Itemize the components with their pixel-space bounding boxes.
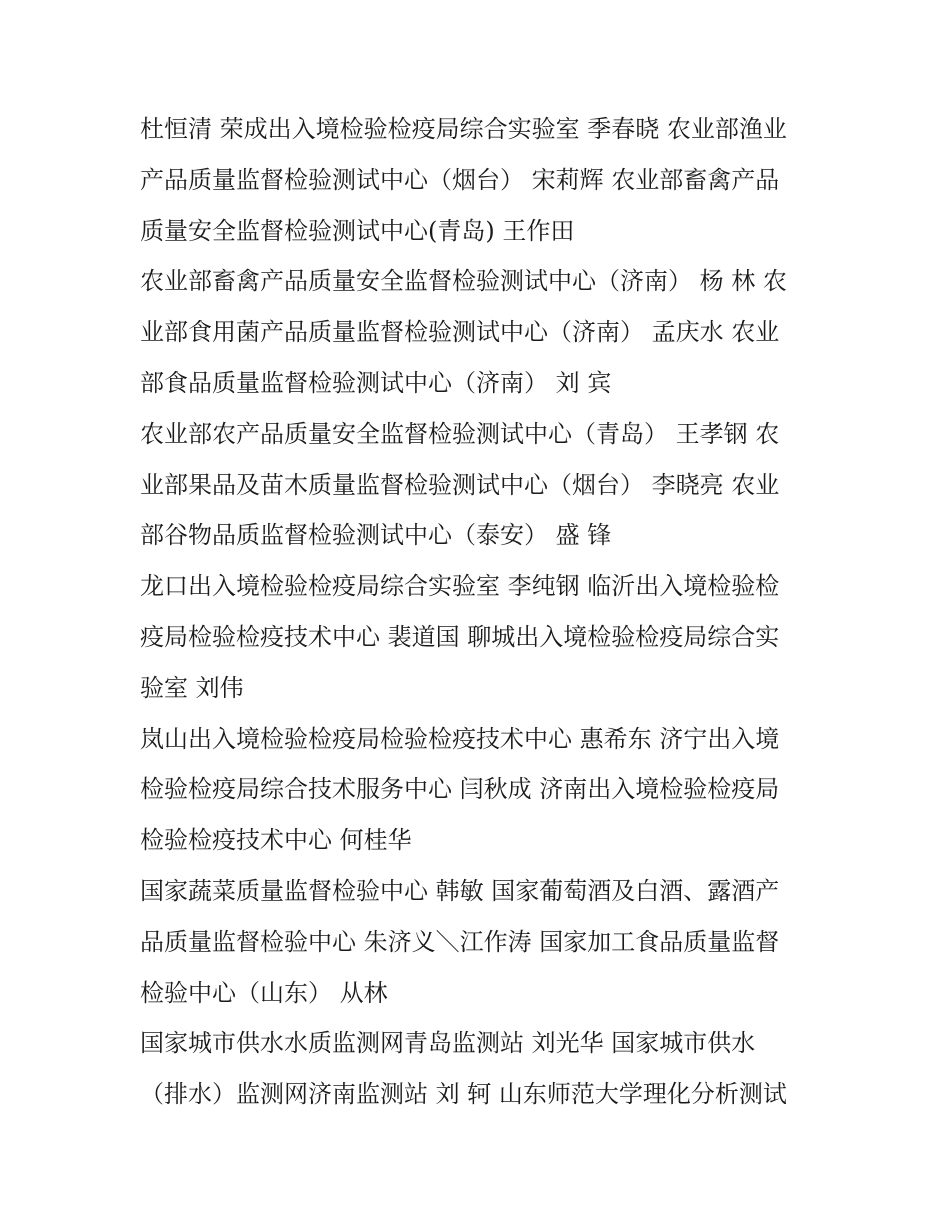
text-line: 业部果品及苗木质量监督检验测试中心（烟台） 李晓亮 农业 <box>140 470 780 499</box>
text-line: 农业部畜禽产品质量安全监督检验测试中心（济南） 杨 林 农 <box>140 267 787 296</box>
text-line: 龙口出入境检验检疫局综合实验室 李纯钢 临沂出入境检验检 <box>140 572 780 601</box>
text-line: 质量安全监督检验测试中心(青岛) 王作田 <box>140 216 575 245</box>
text-line: 验室 刘伟 <box>140 673 244 702</box>
text-line: 检验检疫技术中心 何桂华 <box>140 826 412 855</box>
text-line: 杜恒清 荣成出入境检验检疫局综合实验室 季春晓 农业部渔业 <box>140 115 787 143</box>
text-line: 国家城市供水水质监测网青岛监测站 刘光华 国家城市供水 <box>140 1029 756 1058</box>
text-line: 部食品质量监督检验测试中心（济南） 刘 宾 <box>140 368 612 397</box>
document-body <box>140 104 812 1120</box>
text-line: 国家蔬菜质量监督检验中心 韩敏 国家葡萄酒及白酒、露酒产 <box>140 876 780 905</box>
text-line: 检验检疫局综合技术服务中心 闫秋成 济南出入境检验检疫局 <box>140 775 780 804</box>
text-line: 农业部农产品质量安全监督检验测试中心（青岛） 王孝钢 农 <box>140 419 780 448</box>
text-line: 部谷物品质监督检验测试中心（泰安） 盛 锋 <box>140 521 612 550</box>
text-line: 产品质量监督检验测试中心（烟台） 宋莉辉 农业部畜禽产品 <box>140 165 780 194</box>
text-line: 疫局检验检疫技术中心 裴道国 聊城出入境检验检疫局综合实 <box>140 622 780 651</box>
text-line: （排水）监测网济南监测站 刘 轲 山东师范大学理化分析测试 <box>140 1080 787 1109</box>
text-line: 岚山出入境检验检疫局检验检疫技术中心 惠希东 济宁出入境 <box>140 724 780 753</box>
text-line: 检验中心（山东） 从林 <box>140 978 388 1007</box>
text-line: 业部食用菌产品质量监督检验测试中心（济南） 孟庆水 农业 <box>140 318 780 347</box>
text-line: 品质量监督检验中心 朱济义＼江作涛 国家加工食品质量监督 <box>140 927 780 956</box>
